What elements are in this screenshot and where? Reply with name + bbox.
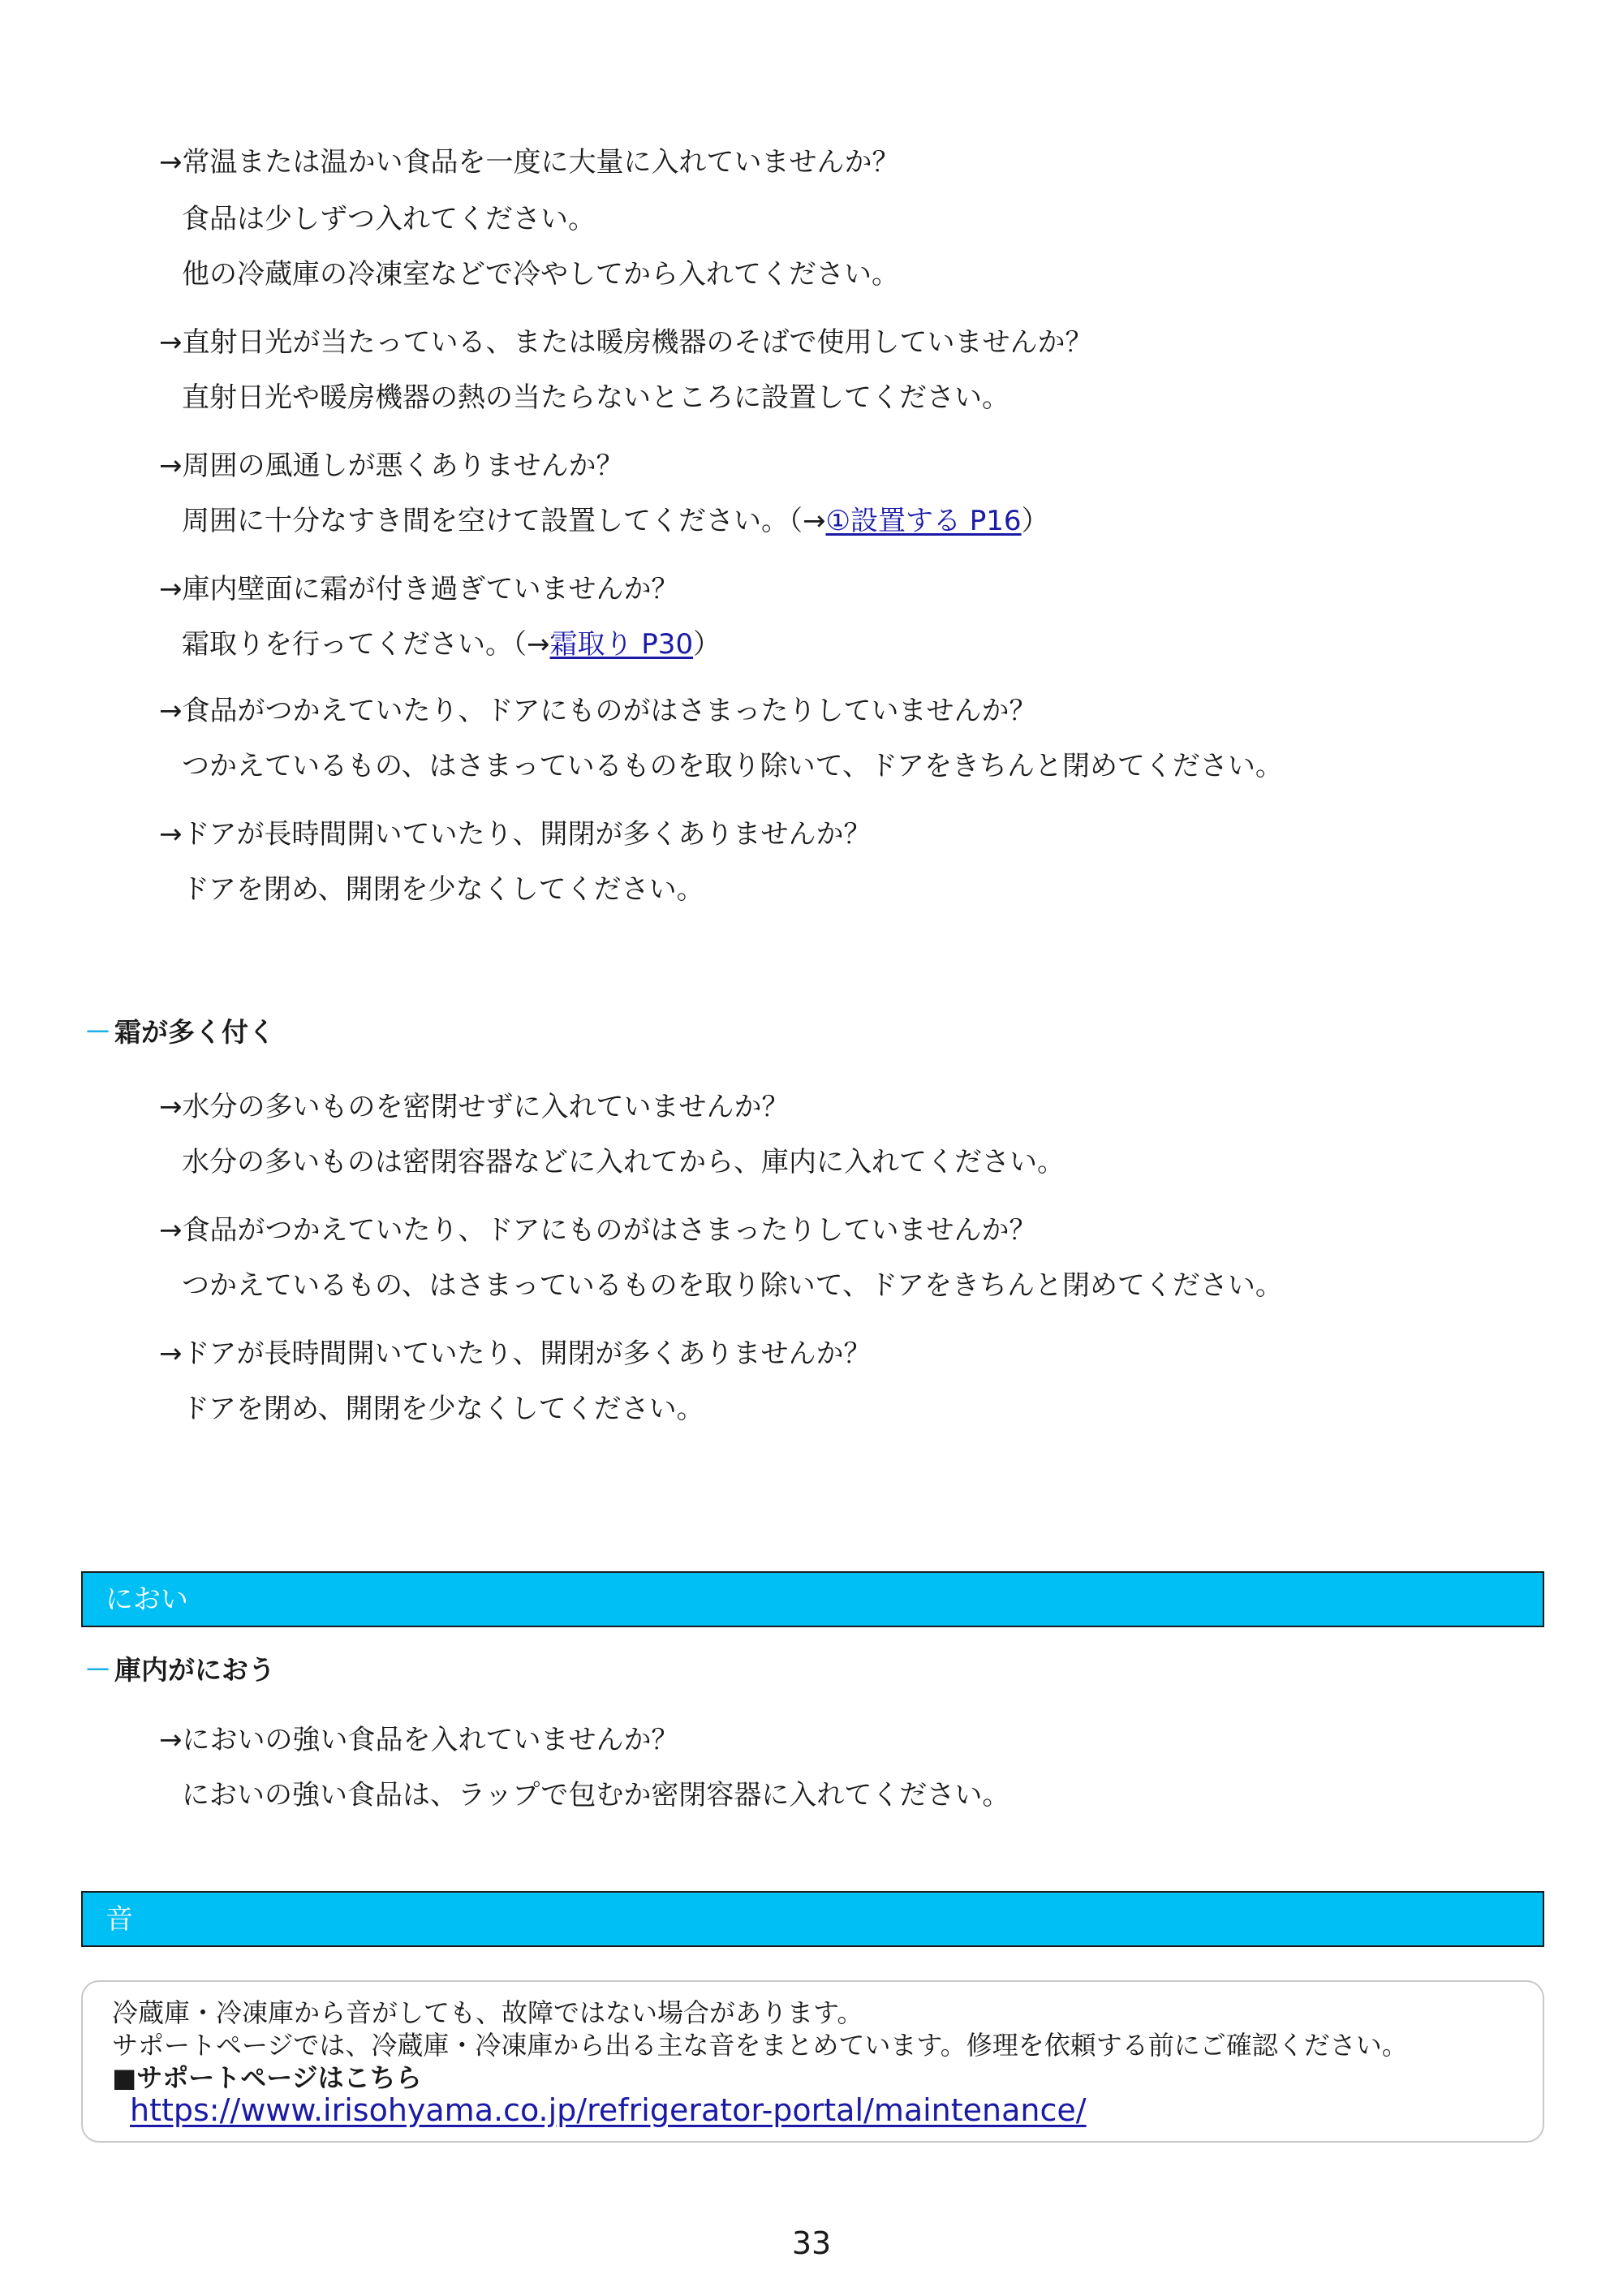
answer-4 <box>182 628 721 661</box>
answer-1a: 食品は少しずつ入れてください。 <box>182 203 596 235</box>
answer-3-close: ） <box>1021 505 1049 537</box>
frost-question-2: →食品がつかえていたり、ドアにものがはさまったりしていませんか？ <box>159 1214 1037 1247</box>
answer-3 <box>182 505 1049 537</box>
answer-4-text: 霜取りを行ってください。（→ <box>182 628 550 661</box>
answer-5: つかえているもの、はさまっているものを取り除いて、ドアをきちんと閉めてください。 <box>182 750 1283 782</box>
question-5: →食品がつかえていたり、ドアにものがはさまったりしていませんか？ <box>159 695 1037 727</box>
answer-2: 直射日光や暖房機器の熱の当たらないところに設置してください。 <box>182 381 1010 414</box>
subheading-frost-text: 霜が多く付く <box>114 1016 275 1048</box>
question-6: →ドアが長時間開いていたり、開閉が多くありませんか？ <box>159 818 872 851</box>
frost-question-3: →ドアが長時間開いていたり、開閉が多くありませんか？ <box>159 1338 872 1370</box>
section-band-sound <box>81 1891 1544 1947</box>
subheading-smell-text: 庫内がにおう <box>114 1654 275 1686</box>
frost-answer-3: ドアを閉め、開閉を少なくしてください。 <box>182 1393 704 1425</box>
dash-marker: － <box>84 1016 111 1048</box>
question-4: →庫内壁面に霜が付き過ぎていませんか？ <box>159 573 679 605</box>
subheading-smell <box>84 1654 275 1686</box>
section-band-sound-title: 音 <box>105 1903 133 1936</box>
support-page-link[interactable]: https://www.irisohyama.co.jp/refrigerator-portal/maintenance/ <box>130 2092 1087 2128</box>
section-band-smell <box>81 1571 1544 1627</box>
subheading-frost <box>84 1016 275 1049</box>
section-band-smell-title: におい <box>105 1583 188 1616</box>
answer-6: ドアを閉め、開閉を少なくしてください。 <box>182 873 704 906</box>
note-line-2: サポートページでは、冷蔵庫・冷凍庫から出る主な音をまとめています。修理を依頼する前にご確認ください。 <box>112 2030 1408 2061</box>
frost-answer-1: 水分の多いものは密閉容器などに入れてから、庫内に入れてください。 <box>182 1146 1065 1178</box>
dash-marker: － <box>84 1654 111 1686</box>
sound-note-box <box>81 1980 1544 2143</box>
note-line-1: 冷蔵庫・冷凍庫から音がしても、故障ではない場合があります。 <box>112 1997 863 2028</box>
question-1: →常温または温かい食品を一度に大量に入れていませんか？ <box>159 146 900 179</box>
answer-3-text: 周囲に十分なすき間を空けて設置してください。（→ <box>182 505 826 537</box>
frost-question-1: →水分の多いものを密閉せずに入れていませんか？ <box>159 1091 790 1123</box>
smell-question: →においの強い食品を入れていませんか？ <box>159 1724 679 1756</box>
question-2: →直射日光が当たっている、または暖房機器のそばで使用していませんか？ <box>159 326 1093 359</box>
frost-answer-2: つかえているもの、はさまっているものを取り除いて、ドアをきちんと閉めてください。 <box>182 1269 1283 1302</box>
link-defrost-p30[interactable]: 霜取り P30 <box>549 628 694 661</box>
question-3: →周囲の風通しが悪くありませんか？ <box>159 450 624 482</box>
answer-4-close: ） <box>693 628 721 661</box>
answer-1b: 他の冷蔵庫の冷凍室などで冷やしてから入れてください。 <box>182 258 899 291</box>
smell-answer: においの強い食品は、ラップで包むか密閉容器に入れてください。 <box>182 1779 1010 1811</box>
note-line-3: ■サポートページはこちら <box>112 2062 422 2093</box>
page-number: 33 <box>791 2225 832 2261</box>
link-install-p16[interactable]: ①設置する P16 <box>825 505 1022 537</box>
